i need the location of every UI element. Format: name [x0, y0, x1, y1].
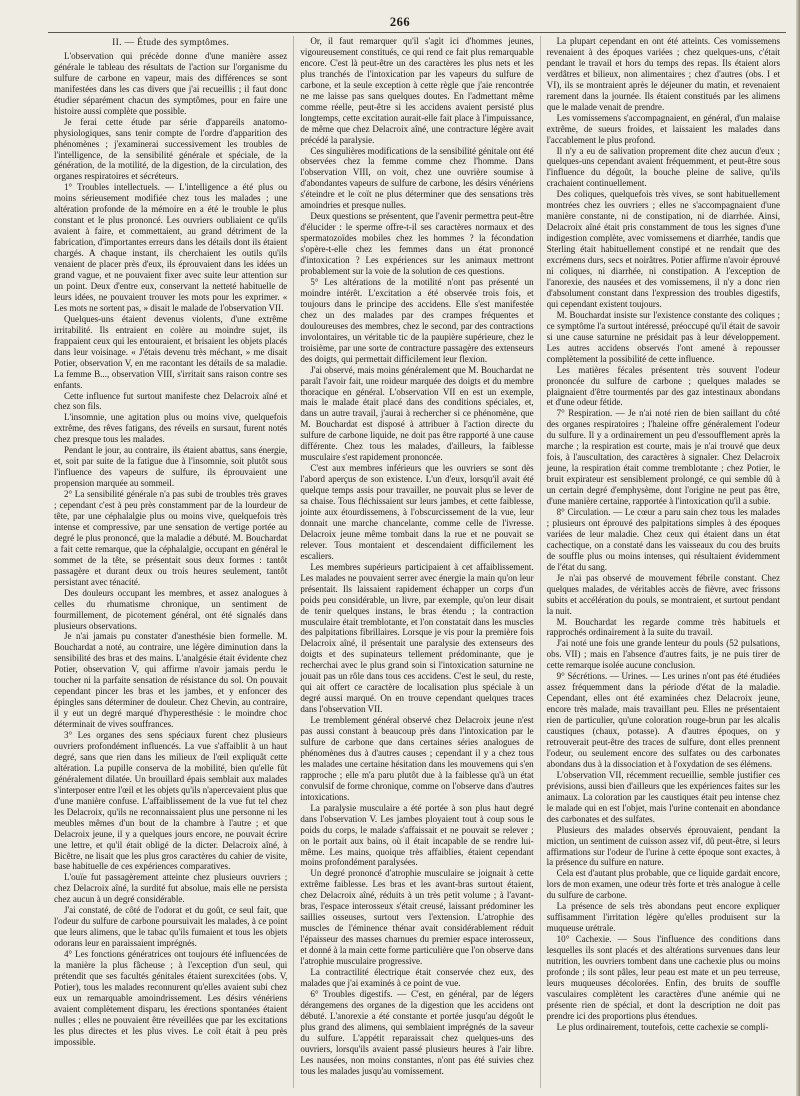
paragraph: Or, il faut remarquer qu'il s'agit ici d'hommes jeunes, vigoureusement constitués, ce qui rend ce fait plus remarquable encore. C'est là peut-être un des caractères les plus nets et les plus tranchés de l'intoxication par les vapeurs du sulfure de carbone, et la seule exception à cette règle que j'aie rencontrée ne me laisse pas sans quelques doutes. En l'admettant même comme réelle, peut-être si les accidens avaient persisté plus longtemps, cette excitation aurait-elle fait place à l'impuissance, de même que chez Delacroix aîné, une contracture légère avait précédé la paralysie.: [300, 36, 534, 145]
paragraph: L'insomnie, une agitation plus ou moins vive, quelquefois extrême, des rêves fatigans, des réveils en sursaut, furent notés chez presque tous les malades.: [54, 412, 288, 445]
paragraph: C'est aux membres inférieurs que les ouvriers se sont dès l'abord aperçus de son existence. L'un d'eux, lorsqu'il avait été quelque temps assis pour travailler, ne pouvait plus se lever de sa chaise. Tous fléchissaient sur leurs jambes, et cette faiblesse, jointe aux étourdissemens, à l'obscurcissement de la vue, leur donnait une marche chancelante, comme celle de l'ivresse. Delacroix jeune même tombait dans la rue et ne pouvait se relever. Tous montaient et descendaient difficilement les escaliers.: [300, 463, 534, 561]
column-middle: [293, 36, 539, 1088]
paragraph: 8° Circulation. — Le cœur a paru sain chez tous les malades ; plusieurs ont éprouvé des palpitations simples à des époques variées de leur maladie. Chez ceux qui étaient dans un état cachectique, on a constaté dans les vaisseaux du cou des bruits de souffle plus ou moins intenses, qui résultaient évidemment de l'état du sang.: [546, 506, 780, 572]
paragraph: 4° Les fonctions génératrices ont toujours été influencées de la manière la plus fâcheuse ; à l'exception d'un seul, qui prétendit que ses facultés génitales étaient surexcitées (obs. V, Potier), tous les malades reconnurent qu'elles avaient subi chez eux un remarquable amoindrissement. Les désirs vénériens avaient complètement disparu, les érections spontanées étaient nulles ; elles ne pouvaient être réveillées que par les excitations les plus directes et les plus vives. Le coït était à peu près impossible.: [54, 949, 288, 1047]
paragraph: La présence de sels très abondans peut encore expliquer suffisamment l'irritation légère qu'elles produisent sur la muqueuse urétrale.: [546, 901, 780, 934]
paragraph: Il n'y a eu de salivation proprement dite chez aucun d'eux ; quelques-uns cependant avaient fréquemment, et peut-être sous l'influence du dégoût, la bouche pleine de salive, qu'ils crachaient continuellement.: [546, 145, 780, 189]
paragraph: Des coliques, quelquefois très vives, se sont habituellement montrées chez les ouvriers ; elles ne s'accompagnaient d'une manière constante, ni de constipation, ni de diarrhée. Ainsi, Delacroix aîné était pris constamment de tous les signes d'une indigestion complète, avec vomissemens et diarrhée, tandis que Sterling était habituellement constipé et ne rendait que des excrémens durs, secs et noirâtres. Potier affirme n'avoir éprouvé ni coliques, ni diarrhée, ni constipation. A l'exception de l'anorexie, des nausées et des vomissemens, il n'y a donc rien d'absolument constant dans l'expression des troubles digestifs, qui cependant existent toujours.: [546, 189, 780, 309]
text-columns: [48, 36, 786, 1088]
paragraph: Un degré prononcé d'atrophie musculaire se joignait à cette extrême faiblesse. Les bras et les avant-bras surtout étaient, chez Delacroix aîné, réduits à un très petit volume ; à l'avant-bras, l'espace interosseux s'était creusé, laissant prédominer les saillies osseuses, surtout vers l'extension. L'atrophie des muscles de l'éminence thénar avait considérablement réduit l'épaisseur des masses charnues du premier espace interosseux, et donné à la main cette forme particulière que l'on observe dans l'atrophie musculaire progressive.: [300, 868, 534, 967]
paragraph: Des douleurs occupant les membres, et assez analogues à celles du rhumatisme chronique, un sentiment de fourmillement, de picotement général, ont été signalés dans plusieurs observations.: [54, 587, 288, 631]
paragraph: L'observation VII, récemment recueillie, semble justifier ces prévisions, aussi bien d'ailleurs que les expériences faites sur les animaux. La coloration par les caustiques était peu intense chez le malade qui en est l'objet, mais l'urine contenait en abondance des carbonates et des sulfates.: [546, 769, 780, 824]
paragraph: 6° Troubles digestifs. — C'est, en général, par de légers dérangemens des organes de la digestion que les accidens ont débuté. L'anorexie a été constante et portée jusqu'au dégoût le plus grand des alimens, qui semblaient imprégnés de la saveur du sulfure. L'appétit reparaissait chez quelques-uns des ouvriers, lorsqu'ils avaient passé plusieurs heures à l'air libre. Les nausées, non moins constantes, n'ont pas été suivies chez tous les malades jusqu'au vomissement.: [300, 988, 534, 1076]
paragraph: Je n'ai pas observé de mouvement fébrile constant. Chez quelques malades, de véritables accès de fièvre, avec frissons subits et accélération du pouls, se montraient, et surtout pendant la nuit.: [546, 572, 780, 616]
paragraph: 10° Cachexie. — Sous l'influence des conditions dans lesquelles ils sont placés et des altérations survenues dans leur nutrition, les ouvriers tombent dans une cachexie plus ou moins profonde ; ils sont pâles, leur peau est mate et un peu terreuse, leurs muqueuses décolorées. Enfin, des bruits de souffle vasculaires complètent les caractères d'une anémie qui ne présente rien de spécial, et dont la description ne doit pas prendre ici des proportions plus étendues.: [546, 934, 780, 1021]
paragraph: 7° Respiration. — Je n'ai noté rien de bien saillant du côté des organes respiratoires ; l'haleine offre généralement l'odeur du sulfure. Il y a ordinairement un peu d'essoufflement après la marche ; la respiration est courte, mais je n'ai trouvé que deux fois, à l'auscultation, des caractères à signaler. Chez Delacroix jeune, la respiration était comme tremblotante ; chez Potier, le bruit expirateur est sensiblement prolongé, ce qui semble dû à un certain degré d'emphysème, dont l'origine ne peut pas être, d'une manière certaine, rapportée à l'intoxication qu'il a subie.: [546, 408, 780, 507]
paragraph: Cela est d'autant plus probable, que ce liquide gardait encore, lors de mon examen, une odeur très forte et très analogue à celle du sulfure de carbone.: [546, 868, 780, 901]
paragraph: L'observation qui précède donne d'une manière assez générale le tableau des résultats de l'action sur l'organisme du sulfure de carbone en vapeur, mais des différences se sont manifestées dans les cas divers que j'ai recueillis ; il faut donc étudier séparément chacun des symptômes, pour en faire une histoire aussi complète que possible.: [54, 50, 288, 116]
page-number: 266: [389, 15, 411, 29]
column-right: [540, 36, 786, 1088]
header-rule: [48, 32, 786, 33]
paragraph: Le tremblement général observé chez Delacroix jeune n'est pas aussi constant à beaucoup près dans l'intoxication par le sulfure de carbone que dans certaines séries analogues de phénomènes dus à d'autres causes ; cependant il y a chez tous les malades une certaine hésitation dans les mouvemens qui s'en rapproche ; elle m'a paru plutôt due à la faiblesse qu'à un état convulsif de forme chronique, comme on l'observe dans d'autres intoxications.: [300, 715, 534, 802]
paragraph: Les vomissemens s'accompagnaient, en général, d'un malaise extrême, de sueurs froides, et laissaient les malades dans l'accablement le plus profond.: [546, 112, 780, 145]
paragraph: Deux questions se présentent, que l'avenir permettra peut-être d'élucider : le sperme offre-t-il ses caractères normaux et des spermatozoïdes mobiles chez les hommes ? la fécondation s'opère-t-elle chez les femmes dans un état prononcé d'intoxication ? Les expériences sur les animaux mettront probablement sur la voie de la solution de ces questions.: [300, 211, 534, 277]
paragraph: 2° La sensibilité générale n'a pas subi de troubles très graves ; cependant c'est à peu près constamment par de la lourdeur de tête, par une céphalalgie plus ou moins vive, quelquefois très intense et compressive, par une sensation de vertige portée au degré le plus prononcé, que la maladie a débuté. M. Bouchardat a fait cette remarque, que la céphalalgie, occupant en général le sommet de la tête, se présentait sous deux formes : tantôt passagère et durant deux ou trois heures seulement, tantôt persistant avec ténacité.: [54, 489, 288, 587]
column-left: [48, 36, 293, 1088]
paragraph: L'ouïe fut passagèrement atteinte chez plusieurs ouvriers ; chez Delacroix aîné, la surdité fut absolue, mais elle ne persista chez aucun à un degré considérable.: [54, 872, 288, 905]
paragraph: 9° Sécrétions. — Urines. — Les urines n'ont pas été étudiées assez fréquemment dans la période d'état de la maladie. Cependant, elles ont été examinées chez Delacroix jeune, encore très malade, mais travaillant peu. Elles ne présentaient rien de particulier, qu'une coloration rouge-brun par les alcalis caustiques (chaux, potasse). A d'autres époques, on y retrouverait peut-être des traces de sulfure, dont elles prennent l'odeur, ou seulement encore des sulfates ou des carbonates abondans dus à la dissociation et à l'oxydation de ses élémens.: [546, 671, 780, 769]
paragraph: La contractilité électrique était conservée chez eux, des malades que j'ai examinés à ce point de vue.: [300, 967, 534, 988]
paragraph: Je ferai cette étude par série d'appareils anatomo-physiologiques, sans tenir compte de l'ordre d'apparition des phénomènes ; j'examinerai successivement les troubles de l'intelligence, de la sensibilité générale et spéciale, de la génération, de la motilité, de la digestion, de la circulation, des organes respiratoires et sécréteurs.: [54, 116, 288, 182]
paragraph: J'ai observé, mais moins généralement que M. Bouchardat ne paraît l'avoir fait, une roideur marquée des doigts et du membre thoracique en général. L'observation VII en est un exemple, mais le malade était placé dans des conditions spéciales, et, dans un autre travail, j'aurai à rechercher si ce phénomène, que M. Bouchardat est disposé à attribuer à l'action directe du sulfure de carbone liquide, ne doit pas être rapporté à une cause différente. Chez tous les malades, d'ailleurs, la faiblesse musculaire s'est rapidement prononcée.: [300, 364, 534, 463]
page-edge-shadow: [796, 0, 800, 1096]
paragraph: J'ai noté une fois une grande lenteur du pouls (52 pulsations, obs. VII) ; mais en l'absence d'autres faits, je ne puis tirer de cette remarque isolée aucune conclusion.: [546, 638, 780, 671]
paragraph: J'ai constaté, de côté de l'odorat et du goût, ce seul fait, que l'odeur du sulfure de carbone poursuivait les malades, à ce point que leurs alimens, que le tabac qu'ils fumaient et tous les objets odorans leur en paraissaient imprégnés.: [54, 905, 288, 949]
paragraph: Je n'ai jamais pu constater d'anesthésie bien formelle. M. Bouchardat a noté, au contraire, une légère diminution dans la sensibilité des bras et des mains. L'analgésie était évidente chez Potier, observation V, qui affirme n'avoir jamais perdu le toucher ni la parfaite sensation de résistance du sol. On pouvait cependant pincer les bras et les jambes, et y enfoncer des épingles sans déterminer de douleur. Chez Chevin, au contraire, il y eut un degré marqué d'hyperesthésie : le moindre choc déterminait de vives souffrances.: [54, 631, 288, 730]
paragraph: M. Bouchardat insiste sur l'existence constante des coliques ; ce symptôme l'a surtout intéressé, préoccupé qu'il était de savoir si une cause saturnine ne présidait pas à leur développement. Les autres accidens observés l'ont amené à repousser complètement la possibilité de cette influence.: [546, 309, 780, 364]
section-title: II. — Étude des symptômes.: [112, 37, 230, 48]
paragraph: La plupart cependant en ont été atteints. Ces vomissemens revenaient à des époques variées ; chez quelques-uns, c'était pendant le travail et hors du temps des repas. Ils étaient alors verdâtres et bilieux, non alimentaires ; chez d'autres (obs. I et VI), ils se montraient après le déjeuner du matin, et revenaient rarement dans la journée. Ils étaient constitués par les alimens que le malade venait de prendre.: [546, 36, 780, 112]
paragraph: M. Bouchardat les regarde comme très habituels et rapprochés ordinairement à la suite du travail.: [546, 616, 780, 638]
paragraph: Quelques-uns étaient devenus violents, d'une extrême irritabilité. Ils entraient en colère au moindre sujet, ils frappaient ceux qui les entouraient, et brisaient les objets placés dans leur voisinage. « J'étais devenu très méchant, » me disait Potier, observation V, en me racontant les détails de sa maladie. La femme B..., observation VIII, s'irritait sans raison contre ses enfants.: [54, 313, 288, 390]
paragraph: Les matières fécales présentent très souvent l'odeur prononcée du sulfure de carbone ; quelques malades se plaignaient d'être tourmentés par des gaz intestinaux abondans et d'une odeur fétide.: [546, 364, 780, 408]
paragraph: 3° Les organes des sens spéciaux furent chez plusieurs ouvriers profondément influencés. La vue s'affaiblit à un haut degré, sans que rien dans les milieux de l'œil expliquât cette altération. La pupille conserva de la mobilité, bien qu'elle fût généralement dilatée. Un brouillard épais semblait aux malades s'interposer entre l'œil et les objets qu'ils n'apercevaient plus que d'une manière confuse. L'affaiblissement de la vue fut tel chez les Delacroix, qu'ils ne reconnaissaient plus une personne ni les meubles mêmes d'un bout de la chambre à l'autre ; et que Delacroix jeune, il y a quelques jours encore, ne pouvait écrire une lettre, et qu'il était obligé de la dicter. Delacroix aîné, à Bicêtre, ne lisait que les plus gros caractères du cahier de visite, base habituelle de ces expériences comparatives.: [54, 730, 288, 872]
paragraph: Cette influence fut surtout manifeste chez Delacroix aîné et chez son fils.: [54, 390, 288, 412]
paragraph: Ces singulières modifications de la sensibilité génitale ont été observées chez la femme comme chez l'homme. Dans l'observation VIII, on voit, chez une ouvrière soumise à d'abondantes vapeurs de sulfure de carbone, les désirs vénériens s'éteindre et le coït ne plus déterminer que des sensations très amoindries et presque nulles.: [300, 145, 534, 211]
paragraph: Les membres supérieurs participaient à cet affaiblissement. Les malades ne pouvaient serrer avec énergie la main qu'on leur présentait. Ils laissaient rapidement échapper un corps d'un poids peu considérable, un livre, par exemple, qu'on leur disait de tenir quelques instans, le bras étendu ; la contraction musculaire était tremblotante, et l'on constatait dans les muscles des palpitations fibrillaires. Lorsque je vis pour la première fois Delacroix aîné, il présentait une paralysie des extenseurs des doigts et des supinateurs tellement prédominante, que je recherchai avec le plus grand soin si l'intoxication saturnine ne jouait pas un rôle dans tous ces accidens. C'est le seul, du reste, qui ait offert ce caractère de localisation plus spéciale à un degré aussi marqué. On en trouve cependant quelques traces dans l'observation VII.: [300, 561, 534, 715]
paragraph: Le plus ordinairement, toutefois, cette cachexie se compli-: [556, 1021, 769, 1032]
paragraph: Pendant le jour, au contraire, ils étaient abattus, sans énergie, et, soit par suite de la fatigue due à l'insomnie, soit plutôt sous l'influence des vapeurs de sulfure, ils éprouvaient une propension marquée au sommeil.: [54, 445, 288, 489]
paragraph: La paralysie musculaire a été portée à son plus haut degré dans l'observation V. Les jambes ployaient tout à coup sous le poids du corps, le malade s'affaissait et ne pouvait se relever ; on le portait aux bains, où il était incapable de se rendre lui-même. Les mains, quoique très affaiblies, étaient cependant moins profondément paralysées.: [300, 802, 534, 868]
paragraph: 1° Troubles intellectuels. — L'intelligence a été plus ou moins sérieusement modifiée chez tous les malades ; une altération profonde de la mémoire en a été le trouble le plus constant et le plus prononcé. Les ouvriers oubliaient ce qu'ils avaient à faire, et commettaient, au grand détriment de la fabrication, d'importantes erreurs dans les détails dont ils étaient chargés. A chaque instant, ils cherchaient les outils qu'ils venaient de placer près d'eux, ils éprouvaient dans les idées un grand vague, et ne pouvaient fixer avec suite leur attention sur un point. Deux d'entre eux, conservant la netteté habituelle de leurs idées, ne pouvaient trouver les mots pour les exprimer. « Les mots ne sortent pas, » disait le malade de l'observation VII.: [54, 182, 288, 313]
paragraph: Plusieurs des malades observés éprouvaient, pendant la miction, un sentiment de cuisson assez vif, dû peut-être, si leurs affirmations sur l'odeur de l'urine à cette époque sont exactes, à la présence du sulfure en nature.: [546, 824, 780, 868]
paragraph: 5° Les altérations de la motilité n'ont pas présenté un moindre intérêt. L'excitation a été observée trois fois, et toujours dans le principe des accidens. Elle s'est manifestée chez un des malades par des crampes fréquentes et douloureuses des membres, chez le second, par des contractions involontaires, un véritable tic de la paupière supérieure, chez le troisième, par une sorte de contracture passagère des extenseurs des doigts, qui permettait difficilement leur flexion.: [300, 276, 534, 364]
